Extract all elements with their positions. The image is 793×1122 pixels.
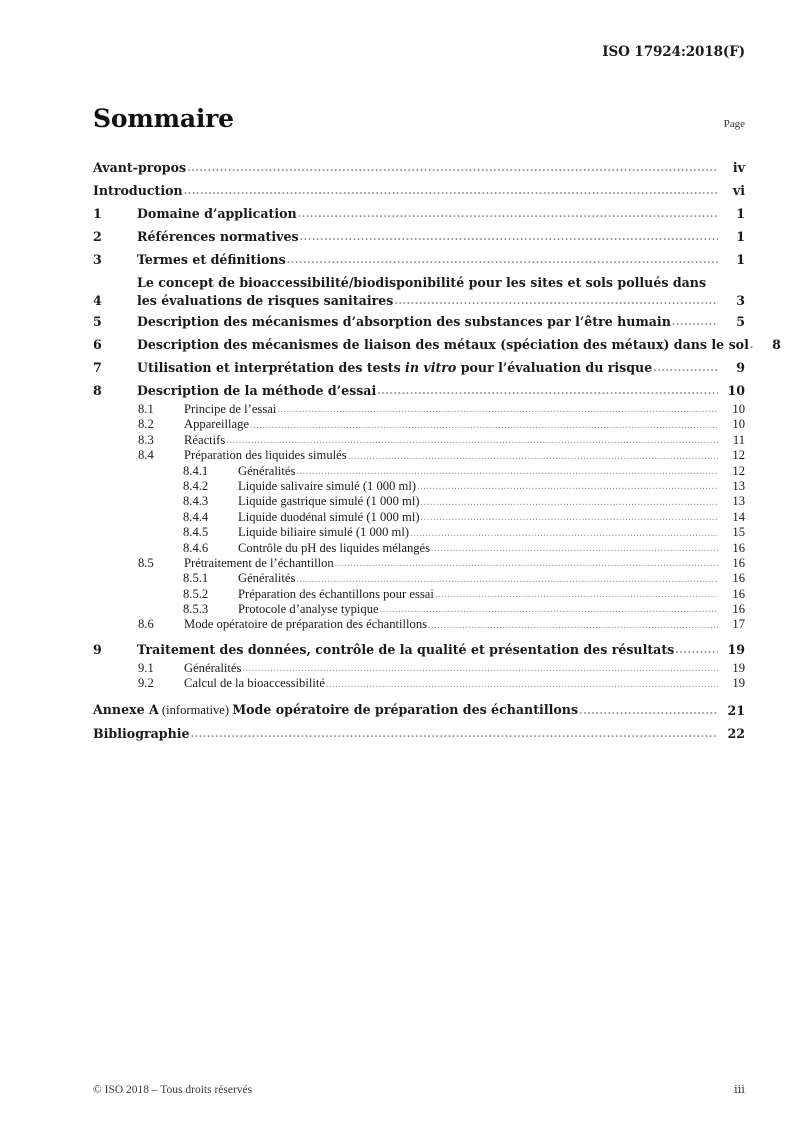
toc-entry-label-cont: les évaluations de risques sanitaires [137, 293, 394, 308]
dot-leader [250, 417, 718, 432]
dot-leader [431, 541, 718, 556]
toc-entry-label: Préparation des liquides simulés [184, 448, 347, 463]
toc-entry-number: 8.2 [138, 417, 154, 432]
toc-entry-label: Réactifs [184, 432, 226, 447]
toc-entry-label: Avant-propos [93, 160, 187, 175]
toc-entry-clause-2[interactable] [93, 225, 745, 248]
toc-entry-bibliography[interactable] [93, 722, 745, 745]
toc-entry-label [93, 698, 578, 722]
toc-entry-clause-8[interactable] [93, 379, 745, 402]
toc-entry-label: Prétraitement de l’échantillon [184, 555, 334, 570]
dot-leader [428, 617, 718, 632]
toc-entry-introduction[interactable] [93, 179, 745, 202]
toc-entry-number: 8.4.2 [183, 478, 209, 493]
toc-entry-number: 1 [93, 206, 102, 221]
toc-entry-page: 15 [732, 525, 745, 540]
page-title: Sommaire [93, 104, 234, 133]
dot-leader [191, 722, 718, 745]
toc-entry-number: 8.4.4 [183, 509, 209, 524]
toc-entry-page: 1 [736, 206, 745, 221]
toc-entry-number: 8.3 [138, 432, 154, 447]
toc-entry-label-line-1 [137, 274, 745, 292]
toc-entry-clause-8-5[interactable] [93, 556, 745, 571]
toc-entry-label: Liquide gastrique simulé (1 000 ml) [238, 494, 420, 509]
toc-entry-label: Description de la méthode d’essai [137, 383, 377, 398]
toc-entry-page: 8 [772, 337, 781, 352]
toc-entry-clause-8-4-4[interactable] [93, 510, 745, 525]
toc-entry-clause-8-5-3[interactable] [93, 602, 745, 617]
toc-entry-page: 10 [732, 417, 745, 432]
toc-entry-page: 13 [732, 478, 745, 493]
toc-entry-number: 2 [93, 229, 102, 244]
toc-entry-number: 8.5.1 [183, 571, 209, 586]
toc-entry-page: 21 [727, 702, 745, 718]
toc-entry-page: 13 [732, 494, 745, 509]
toc-entry-page: 16 [732, 586, 745, 601]
toc-entry-clause-7[interactable] [93, 356, 745, 379]
toc-entry-page: 1 [736, 252, 745, 267]
copyright-notice: © ISO 2018 – Tous droits réservés [93, 1084, 253, 1096]
toc-entry-clause-8-6[interactable] [93, 617, 745, 632]
dot-leader [435, 587, 718, 602]
page-column-header: Page [723, 118, 745, 130]
dot-leader [300, 225, 718, 248]
toc-entry-page: 16 [732, 540, 745, 555]
toc-entry-label: Traitement des données, contrôle de la qualité et présentation des résultats [137, 641, 675, 657]
dot-leader [675, 638, 718, 661]
dot-leader [335, 556, 718, 571]
toc-entry-page: vi [732, 183, 745, 198]
toc-entry-page: 16 [732, 555, 745, 570]
toc-entry-page: 3 [736, 293, 745, 308]
toc-entry-number: 9 [93, 641, 102, 657]
document-footer [93, 1082, 745, 1096]
toc-entry-label: Références normatives [137, 229, 299, 244]
toc-entry-avant-propos[interactable] [93, 156, 745, 179]
toc-entry-annex-a[interactable] [93, 699, 745, 722]
toc-entry-number: 6 [93, 337, 102, 352]
toc-entry-clause-8-4-6[interactable] [93, 541, 745, 556]
toc-entry-number: 9.2 [138, 676, 154, 691]
dot-leader [653, 356, 718, 379]
toc-entry-page: 10 [727, 383, 745, 398]
toc-entry-label: Liquide salivaire simulé (1 000 ml) [238, 478, 417, 493]
toc-entry-clause-8-3[interactable] [93, 433, 745, 448]
toc-entry-label: Description des mécanismes d’absorption des substances par l’être humain [137, 314, 671, 329]
toc-entry-clause-9[interactable] [93, 638, 745, 661]
toc-entry-page: 19 [727, 641, 745, 657]
toc-entry-page: 22 [727, 725, 745, 741]
toc-entry-page: 12 [732, 448, 745, 463]
toc-entry-page: 1 [736, 229, 745, 244]
toc-entry-number: 5 [93, 314, 102, 329]
toc-entry-number: 8.5.2 [183, 586, 209, 601]
dot-leader [380, 602, 718, 617]
toc-entry-page: 16 [732, 602, 745, 617]
toc-entry-number: 7 [93, 360, 102, 375]
dot-leader [326, 676, 718, 691]
dot-leader [296, 571, 718, 586]
toc-entry-label: Introduction [93, 183, 183, 198]
toc-entry-page: 9 [736, 360, 745, 375]
toc-entry-page: 11 [732, 432, 745, 447]
toc-entry-clause-8-4-3[interactable] [93, 494, 745, 509]
toc-entry-page: 10 [732, 401, 745, 416]
toc-entry-label: Préparation des échantillons pour essai [238, 586, 434, 601]
document-header-standard-ref: ISO 17924:2018(F) [602, 44, 745, 60]
toc-entry-label: Généralités [238, 571, 296, 586]
toc-entry-number: 3 [93, 252, 102, 267]
toc-entry-clause-3[interactable] [93, 248, 745, 271]
dot-leader [348, 448, 718, 463]
toc-entry-label: Liquide biliaire simulé (1 000 ml) [238, 525, 410, 540]
page-folio: iii [733, 1082, 745, 1096]
dot-leader [242, 661, 718, 676]
dot-leader [226, 433, 718, 448]
dot-leader [394, 292, 718, 310]
toc-entry-number: 8 [93, 383, 102, 398]
toc-entry-clause-1[interactable] [93, 202, 745, 225]
dot-leader [187, 156, 718, 179]
dot-leader [579, 699, 718, 722]
toc-entry-number: 8.6 [138, 617, 154, 632]
toc-title-row [93, 106, 745, 131]
toc-entry-clause-6[interactable] [93, 333, 781, 356]
dot-leader [672, 310, 718, 333]
toc-entry-label-block [137, 274, 745, 310]
toc-entry-clause-9-1[interactable] [93, 661, 745, 676]
toc-entry-clause-8-4[interactable] [93, 448, 745, 463]
dot-leader [287, 248, 718, 271]
toc-entry-label-pre: Utilisation et interprétation des tests [137, 360, 406, 375]
toc-entry-label-line-2 [137, 292, 745, 310]
toc-entry-label: Bibliographie [93, 725, 190, 741]
toc-entry-label: Domaine d’application [137, 206, 297, 221]
toc-entry-label: Mode opératoire de préparation des échantillons [184, 617, 428, 632]
toc-entry-number: 8.4.1 [183, 463, 209, 478]
toc-entry-label-post: pour l’évaluation du risque [456, 360, 653, 375]
toc-entry-label-italic: in vitro [405, 360, 457, 375]
toc-entry-label: Contrôle du pH des liquides mélangés [238, 540, 431, 555]
toc-entry-clause-8-4-2[interactable] [93, 479, 745, 494]
toc-entry-clause-5[interactable] [93, 310, 745, 333]
dot-leader [417, 479, 718, 494]
toc-entry-number: 8.4.5 [183, 525, 209, 540]
toc-entry-clause-8-5-1[interactable] [93, 571, 745, 586]
toc-entry-clause-9-2[interactable] [93, 676, 745, 691]
toc-entry-number: 8.4.6 [183, 540, 209, 555]
toc-entry-clause-8-4-5[interactable] [93, 525, 745, 540]
toc-entry-page: 5 [736, 314, 745, 329]
dot-leader [377, 379, 718, 402]
toc-entry-clause-8-5-2[interactable] [93, 587, 745, 602]
toc-entry-label: Protocole d’analyse typique [238, 602, 379, 617]
annex-qualifier: (informative) [158, 702, 233, 717]
toc-entry-label: Généralités [238, 463, 296, 478]
toc-entry-page: 17 [732, 617, 745, 632]
toc-entry-number: 8.4 [138, 448, 154, 463]
toc-entry-page: 16 [732, 571, 745, 586]
toc-entry-label: Termes et définitions [137, 252, 286, 267]
toc-entry-number: 8.5 [138, 555, 154, 570]
toc-entry-label: Calcul de la bioaccessibilité [184, 676, 325, 691]
dot-leader [298, 202, 718, 225]
toc-entry-number: 8.1 [138, 401, 154, 416]
toc-entry-page: 12 [732, 463, 745, 478]
toc-entry-number: 8.5.3 [183, 602, 209, 617]
dot-leader [277, 402, 718, 417]
dot-leader [410, 525, 718, 540]
toc-entry-label: Liquide duodénal simulé (1 000 ml) [238, 509, 420, 524]
toc-entry-label: Appareillage [184, 417, 250, 432]
toc-entry-number: 9.1 [138, 660, 154, 675]
toc-entry-page: 19 [732, 660, 745, 675]
toc-entry-clause-8-2[interactable] [93, 417, 745, 432]
toc-entry-page: 19 [732, 676, 745, 691]
toc-entry-label [137, 356, 652, 379]
annex-name: Annexe A [93, 701, 159, 717]
toc-entry-number: 8.4.3 [183, 494, 209, 509]
toc-entry-label: Généralités [184, 660, 242, 675]
annex-title: Mode opératoire de préparation des échantillons [232, 701, 579, 717]
toc-entry-clause-8-1[interactable] [93, 402, 745, 417]
table-of-contents [93, 156, 781, 745]
toc-entry-number: 4 [93, 293, 102, 308]
toc-entry-label: Description des mécanismes de liaison des métaux (spéciation des métaux) dans le sol [137, 337, 749, 352]
toc-entry-clause-8-4-1[interactable] [93, 464, 745, 479]
dot-leader [750, 333, 754, 356]
toc-entry-clause-4[interactable] [93, 271, 745, 310]
toc-entry-label: Principe de l’essai [184, 401, 277, 416]
dot-leader [296, 464, 718, 479]
dot-leader [421, 494, 718, 509]
toc-entry-page: 14 [732, 509, 745, 524]
dot-leader [184, 179, 718, 202]
dot-leader [421, 510, 718, 525]
toc-entry-page: iv [732, 160, 745, 175]
toc-entry-label: Le concept de bioaccessibilité/biodisponibilité pour les sites et sols pollués dans [137, 275, 707, 290]
